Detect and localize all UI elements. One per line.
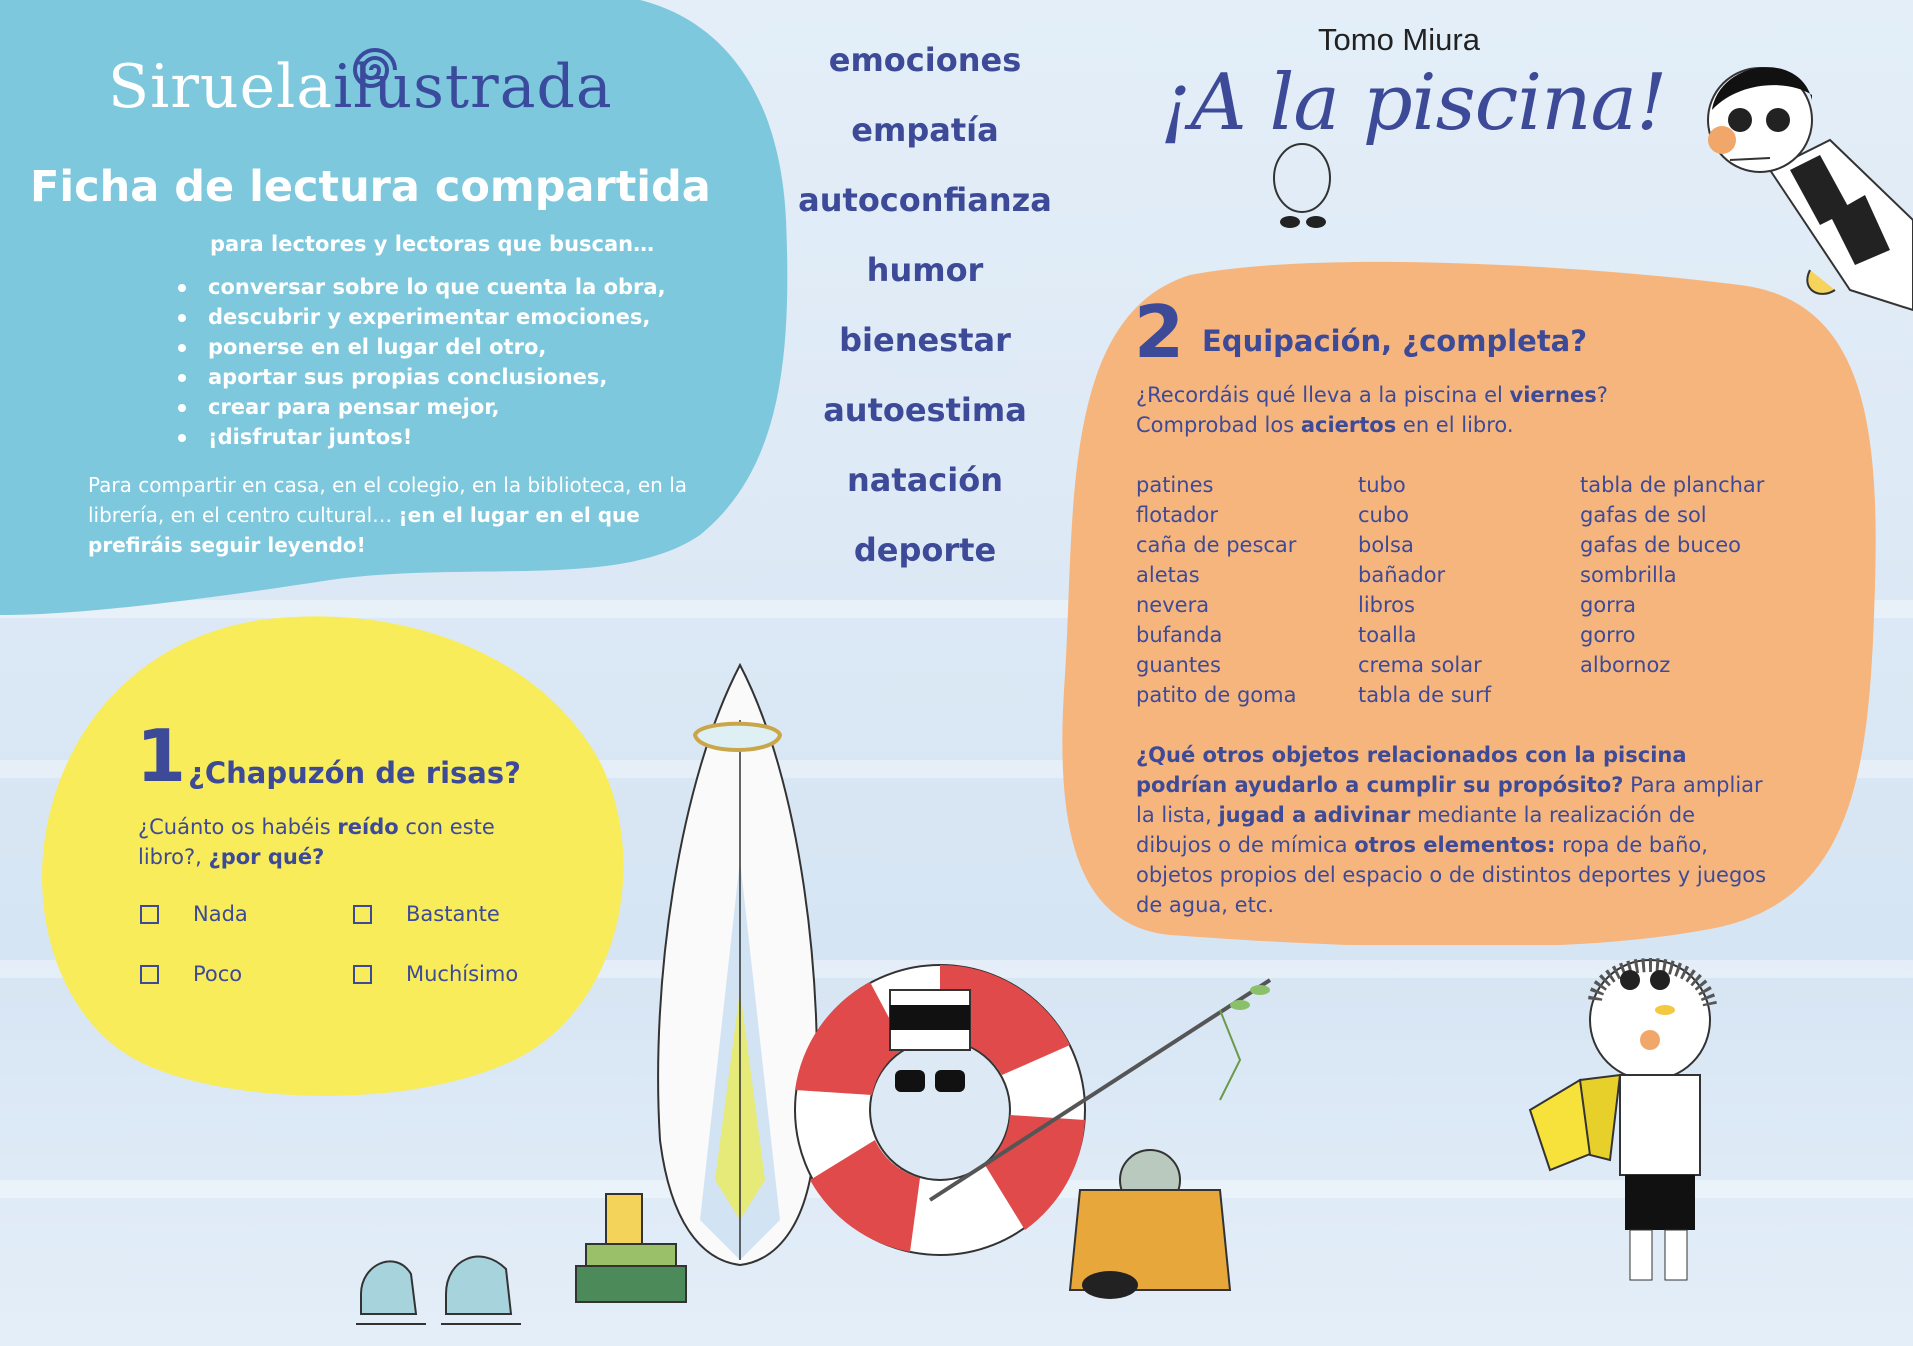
intro-text: en el libro. (1396, 413, 1514, 437)
question-text: ¿Cuánto os habéis (138, 815, 338, 839)
question-bold: ¿por qué? (208, 845, 325, 869)
list-item: sombrilla (1580, 563, 1677, 587)
list-item: guantes (1136, 653, 1221, 677)
list-item: bolsa (1358, 533, 1414, 557)
list-item: aportar sus propias conclusiones, (170, 362, 666, 392)
intro-text: Para compartir en casa, en el colegio, en la biblioteca, en la librería, en el centro cultural… (88, 473, 688, 527)
goggles-icon (1260, 130, 1350, 240)
paragraph-bold: otros elementos: (1354, 833, 1556, 857)
list-item: gafas de sol (1580, 503, 1707, 527)
paragraph-text: mediante la realización de dibujos o de mímica (1136, 803, 1695, 857)
paragraph-text: ropa de baño, objetos propios del espacio o de distintos deportes y juegos de agua, etc. (1136, 833, 1767, 917)
intro-paragraph (88, 470, 708, 560)
goals-list (170, 272, 666, 452)
list-item: caña de pescar (1136, 533, 1297, 557)
logo-part1: Siruela (108, 52, 334, 122)
list-item: patito de goma (1136, 683, 1297, 707)
list-item: bañador (1358, 563, 1446, 587)
logo-part2: ilustrada (333, 52, 613, 122)
list-item: gafas de buceo (1580, 533, 1741, 557)
option-bastante[interactable] (353, 902, 500, 926)
list-item: ¡disfrutar juntos! (170, 422, 666, 452)
theme-item: emociones (828, 41, 1022, 79)
equipment-list (1136, 470, 1802, 710)
section-number: 2 (1134, 290, 1185, 374)
checkbox[interactable] (353, 965, 372, 984)
list-item: aletas (1136, 563, 1200, 587)
theme-item: deporte (853, 531, 997, 569)
bag-illustration (1060, 1150, 1260, 1300)
intro-bold: viernes (1509, 383, 1597, 407)
spiral-icon (345, 40, 405, 100)
book-title: ¡A la piscina! (1160, 58, 1667, 148)
section-question (138, 812, 498, 872)
list-item: nevera (1136, 593, 1210, 617)
intro-bold: aciertos (1300, 413, 1397, 437)
option-label: Muchísimo (406, 962, 519, 986)
option-label: Nada (193, 902, 248, 926)
list-item: tabla de planchar (1580, 473, 1765, 497)
books-illustration (576, 1194, 696, 1314)
themes-list (780, 38, 1070, 598)
boy-illustration (1500, 950, 1760, 1300)
option-poco[interactable] (140, 962, 242, 986)
theme-item: autoconfianza (798, 181, 1052, 219)
question-text: con este libro?, (138, 815, 495, 869)
list-item: conversar sobre lo que cuenta la obra, (170, 272, 666, 302)
section-number: 1 (136, 714, 187, 798)
checkbox[interactable] (140, 965, 159, 984)
theme-item: natación (847, 461, 1003, 499)
list-item: descubrir y experimentar emociones, (170, 302, 666, 332)
paragraph-bold: ¿Qué otros objetos relacionados con la piscina podrían ayudarlo a cumplir su propósito? (1136, 743, 1687, 797)
page-title: Ficha de lectura compartida (30, 162, 711, 212)
skates-illustration (356, 1244, 526, 1334)
list-item: albornoz (1580, 653, 1671, 677)
intro-bold: ¡en el lugar en el que prefiráis seguir leyendo! (88, 503, 640, 557)
book-author: Tomo Miura (1318, 22, 1480, 57)
subtitle: para lectores y lectoras que buscan… (210, 232, 655, 256)
option-label: Poco (193, 962, 243, 986)
list-item: flotador (1136, 503, 1218, 527)
question-bold: reído (337, 815, 399, 839)
list-item: patines (1136, 473, 1214, 497)
option-label: Bastante (406, 902, 500, 926)
list-item: bufanda (1136, 623, 1223, 647)
list-item: gorra (1580, 593, 1636, 617)
theme-item: bienestar (839, 321, 1011, 359)
list-item: cubo (1358, 503, 1410, 527)
theme-item: empatía (851, 111, 999, 149)
paragraph-text: Para ampliar la lista, (1136, 773, 1763, 827)
list-item: gorro (1580, 623, 1636, 647)
list-item: ponerse en el lugar del otro, (170, 332, 666, 362)
list-item: tabla de surf (1358, 683, 1492, 707)
list-item: libros (1358, 593, 1415, 617)
checkbox[interactable] (353, 905, 372, 924)
list-item: crear para pensar mejor, (170, 392, 666, 422)
intro-text: Comprobad los (1136, 413, 1301, 437)
intro-text: ¿Recordáis qué lleva a la piscina el (1136, 383, 1510, 407)
option-nada[interactable] (140, 902, 248, 926)
checkbox[interactable] (140, 905, 159, 924)
section-title: Equipación, ¿completa? (1202, 324, 1588, 358)
section-intro (1136, 380, 1736, 440)
paragraph-bold: jugad a adivinar (1218, 803, 1411, 827)
intro-text: ? (1596, 383, 1608, 407)
theme-item: autoestima (823, 391, 1027, 429)
theme-item: humor (866, 251, 984, 289)
option-muchisimo[interactable] (353, 962, 518, 986)
section-paragraph (1136, 740, 1776, 920)
list-item: toalla (1358, 623, 1417, 647)
list-item: tubo (1358, 473, 1406, 497)
section-title: ¿Chapuzón de risas? (188, 756, 521, 790)
list-item: crema solar (1358, 653, 1482, 677)
